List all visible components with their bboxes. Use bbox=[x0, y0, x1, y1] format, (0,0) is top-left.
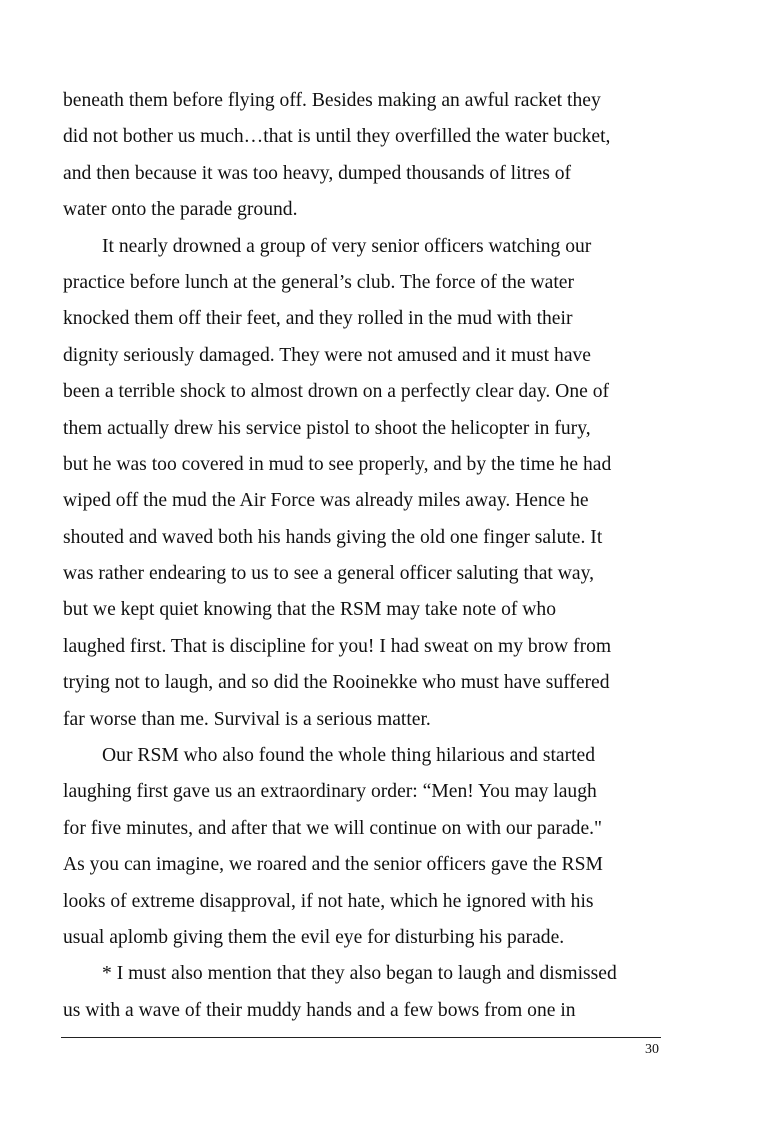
paragraph bbox=[63, 738, 660, 956]
paragraph bbox=[63, 229, 660, 738]
text-line: knocked them off their feet, and they rolled in the mud with their bbox=[63, 308, 573, 330]
text-line: trying not to laugh, and so did the Rooinekke who must have suffered bbox=[63, 672, 610, 694]
text-line: but he was too covered in mud to see properly, and by the time he had bbox=[63, 453, 612, 475]
text-line: laughing first gave us an extraordinary order: “Men! You may laugh bbox=[63, 781, 597, 803]
text-line: usual aplomb giving them the evil eye for disturbing his parade. bbox=[63, 926, 565, 948]
text-line: As you can imagine, we roared and the senior officers gave the RSM bbox=[63, 854, 603, 876]
text-line: them actually drew his service pistol to shoot the helicopter in fury, bbox=[63, 417, 591, 439]
text-line: shouted and waved both his hands giving the old one finger salute. It bbox=[63, 526, 603, 548]
text-line: for five minutes, and after that we will continue on with our parade." bbox=[63, 817, 603, 839]
text-line: did not bother us much…that is until they overfilled the water bucket, bbox=[63, 126, 611, 148]
text-line: beneath them before flying off. Besides making an awful racket they bbox=[63, 90, 601, 111]
text-line: wiped off the mud the Air Force was already miles away. Hence he bbox=[63, 490, 589, 512]
page-body bbox=[63, 83, 660, 1029]
paragraph bbox=[63, 956, 660, 1029]
paragraph bbox=[63, 83, 660, 229]
text-line: and then because it was too heavy, dumped thousands of litres of bbox=[63, 162, 572, 184]
text-line: It nearly drowned a group of very senior officers watching our bbox=[102, 235, 592, 257]
text-line: was rather endearing to us to see a general officer saluting that way, bbox=[63, 563, 595, 585]
page-number: 30 bbox=[645, 1042, 659, 1057]
text-line: been a terrible shock to almost drown on a perfectly clear day. One of bbox=[63, 381, 610, 403]
text-line: dignity seriously damaged. They were not amused and it must have bbox=[63, 344, 592, 366]
text-line: water onto the parade ground. bbox=[63, 199, 298, 221]
text-line: Our RSM who also found the whole thing hilarious and started bbox=[102, 745, 596, 767]
text-line: laughed first. That is discipline for you! I had sweat on my brow from bbox=[63, 635, 612, 657]
text-line: far worse than me. Survival is a serious matter. bbox=[63, 708, 431, 730]
text-line: us with a wave of their muddy hands and a few bows from one in bbox=[63, 999, 576, 1021]
text-line: * I must also mention that they also began to laugh and dismissed bbox=[102, 963, 617, 985]
footer-rule bbox=[61, 1037, 661, 1038]
text-line: practice before lunch at the general’s club. The force of the water bbox=[63, 271, 574, 293]
text-line: but we kept quiet knowing that the RSM may take note of who bbox=[63, 599, 557, 621]
text-line: looks of extreme disapproval, if not hate, which he ignored with his bbox=[63, 890, 594, 912]
